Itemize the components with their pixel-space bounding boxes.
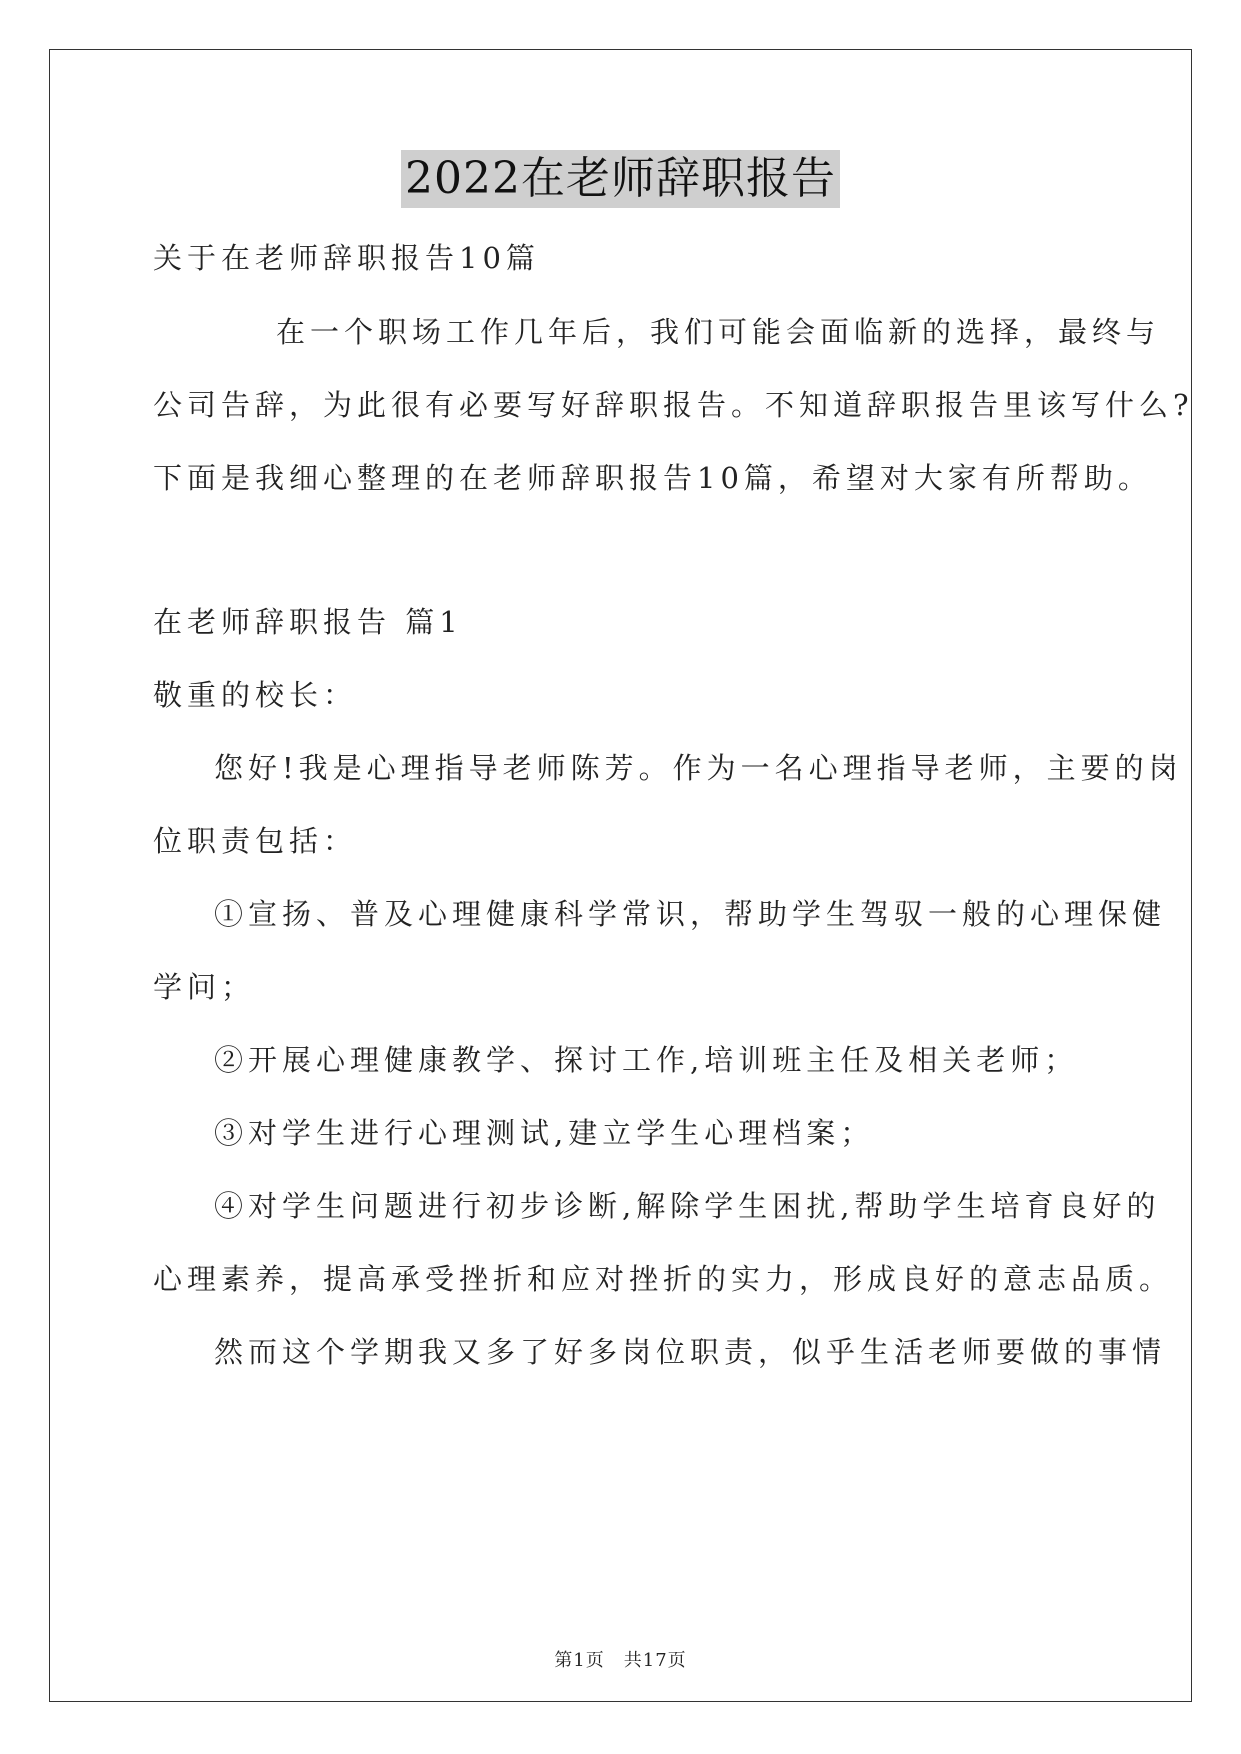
duty-item-4: ④对学生问题进行初步诊断,解除学生困扰,帮助学生培育良好的 <box>214 1189 1161 1223</box>
body-line-1: 您好!我是心理指导老师陈芳。作为一名心理指导老师，主要的岗 <box>214 751 1183 785</box>
document-title: 2022在老师辞职报告 <box>0 150 1241 208</box>
salutation: 敬重的校长： <box>153 678 358 712</box>
duty-item-2: ②开展心理健康教学、探讨工作,培训班主任及相关老师； <box>214 1043 1079 1077</box>
page-border <box>49 49 1192 1702</box>
body-line-2: 位职责包括： <box>153 824 358 858</box>
duty-item-1-cont: 学问； <box>153 970 256 1004</box>
page-footer: 第1页 共17页 <box>554 1650 687 1671</box>
section-heading: 在老师辞职报告 篇1 <box>153 605 463 639</box>
body-line-last: 然而这个学期我又多了好多岗位职责，似乎生活老师要做的事情 <box>214 1335 1167 1369</box>
duty-item-4-cont: 心理素养，提高承受挫折和应对挫折的实力，形成良好的意志品质。 <box>153 1262 1174 1296</box>
duty-item-1: ①宣扬、普及心理健康科学常识，帮助学生驾驭一般的心理保健 <box>214 897 1167 931</box>
intro-line-2: 公司告辞，为此很有必要写好辞职报告。不知道辞职报告里该写什么? <box>153 388 1194 422</box>
intro-line-3: 下面是我细心整理的在老师辞职报告10篇，希望对大家有所帮助。 <box>153 461 1152 495</box>
subtitle-line: 关于在老师辞职报告10篇 <box>153 241 540 275</box>
intro-line-1: 在一个职场工作几年后，我们可能会面临新的选择，最终与 <box>276 315 1161 349</box>
duty-item-3: ③对学生进行心理测试,建立学生心理档案； <box>214 1116 875 1150</box>
